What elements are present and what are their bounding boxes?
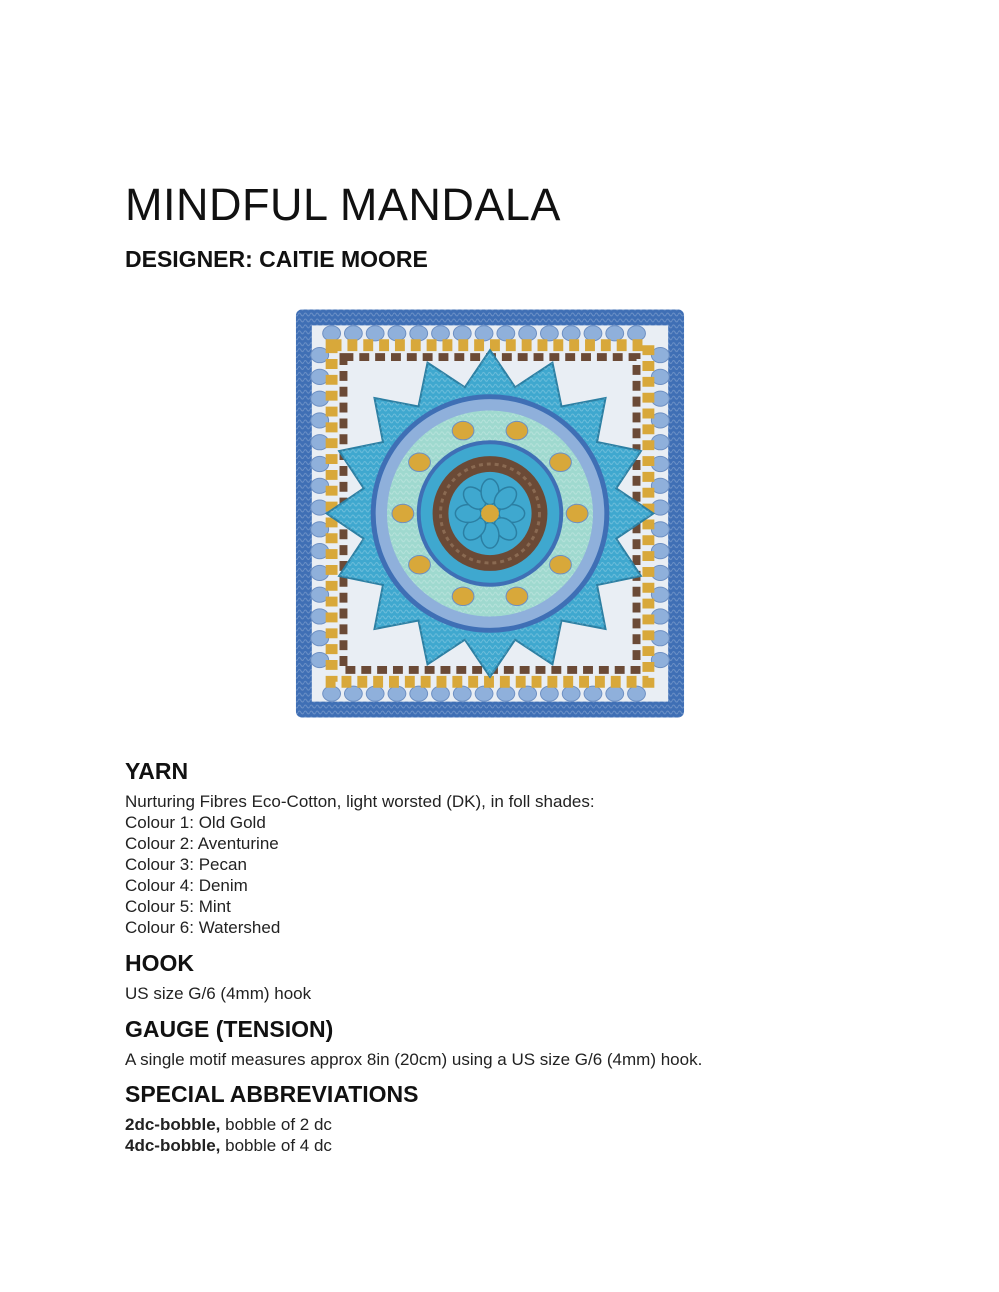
abbreviation-definition: bobble of 2 dc bbox=[220, 1115, 332, 1134]
crochet-motif-image bbox=[292, 305, 688, 722]
bobble-stitch bbox=[606, 686, 624, 701]
bobble-stitch bbox=[453, 686, 471, 701]
bobble-stitch bbox=[519, 686, 537, 701]
bobble-stitch bbox=[323, 326, 341, 341]
abbreviations-heading: SPECIAL ABBREVIATIONS bbox=[125, 1081, 419, 1107]
bobble-stitch bbox=[506, 421, 528, 440]
abbreviations-section bbox=[125, 1080, 885, 1156]
bobble-stitch bbox=[366, 326, 384, 341]
bobble-stitch bbox=[562, 326, 580, 341]
bobble-stitch bbox=[562, 686, 580, 701]
yarn-colour-list bbox=[125, 812, 885, 938]
bobble-stitch bbox=[519, 326, 537, 341]
bobble-stitch bbox=[566, 504, 588, 523]
gauge-section bbox=[125, 1015, 885, 1070]
abbreviation-item bbox=[125, 1114, 885, 1135]
bobble-stitch bbox=[410, 326, 428, 341]
bobble-stitch bbox=[452, 421, 474, 440]
bobble-stitch bbox=[388, 686, 406, 701]
list-item: Colour 5: Mint bbox=[125, 897, 231, 916]
designer-credit: DESIGNER: CAITIE MOORE bbox=[125, 246, 428, 272]
yarn-heading: YARN bbox=[125, 758, 189, 784]
bobble-stitch bbox=[344, 686, 362, 701]
list-item: Colour 1: Old Gold bbox=[125, 813, 266, 832]
bobble-stitch bbox=[475, 326, 493, 341]
bobble-stitch bbox=[432, 686, 450, 701]
bobble-stitch bbox=[344, 326, 362, 341]
list-item: Colour 2: Aventurine bbox=[125, 834, 279, 853]
list-item: Colour 6: Watershed bbox=[125, 918, 281, 937]
bobble-stitch bbox=[410, 686, 428, 701]
bobble-stitch bbox=[628, 686, 646, 701]
abbreviation-definition: bobble of 4 dc bbox=[220, 1136, 332, 1155]
bobble-stitch bbox=[409, 453, 431, 472]
list-item: Colour 3: Pecan bbox=[125, 855, 247, 874]
bobble-stitch bbox=[432, 326, 450, 341]
bobble-stitch bbox=[506, 587, 528, 606]
bobble-stitch bbox=[584, 686, 602, 701]
bobble-stitch bbox=[475, 686, 493, 701]
bobble-stitch bbox=[453, 326, 471, 341]
bobble-stitch bbox=[366, 686, 384, 701]
bobble-stitch bbox=[388, 326, 406, 341]
bobble-stitch bbox=[584, 326, 602, 341]
abbreviation-term: 2dc-bobble, bbox=[125, 1115, 221, 1134]
yarn-intro: Nurturing Fibres Eco-Cotton, light worsted (DK), in foll shades: bbox=[125, 792, 595, 811]
bobble-stitch bbox=[550, 453, 572, 472]
bobble-stitch bbox=[452, 587, 474, 606]
bobble-stitch bbox=[540, 326, 558, 341]
bobble-stitch bbox=[497, 326, 515, 341]
bobble-stitch bbox=[540, 686, 558, 701]
gauge-text: A single motif measures approx 8in (20cm) using a US size G/6 (4mm) hook. bbox=[125, 1050, 703, 1069]
yarn-section bbox=[125, 757, 885, 938]
hook-text: US size G/6 (4mm) hook bbox=[125, 984, 312, 1003]
abbreviation-item bbox=[125, 1135, 885, 1156]
gauge-heading: GAUGE (TENSION) bbox=[125, 1016, 334, 1042]
bobble-stitch bbox=[606, 326, 624, 341]
hook-section bbox=[125, 949, 885, 1004]
bobble-stitch bbox=[409, 555, 431, 574]
bobble-stitch bbox=[628, 326, 646, 341]
abbreviation-term: 4dc-bobble, bbox=[125, 1136, 221, 1155]
hook-heading: HOOK bbox=[125, 950, 194, 976]
pattern-title: MINDFUL MANDALA bbox=[125, 179, 561, 230]
bobble-stitch bbox=[392, 504, 414, 523]
bobble-stitch bbox=[550, 555, 572, 574]
bobble-stitch bbox=[497, 686, 515, 701]
list-item: Colour 4: Denim bbox=[125, 876, 248, 895]
bobble-stitch bbox=[323, 686, 341, 701]
